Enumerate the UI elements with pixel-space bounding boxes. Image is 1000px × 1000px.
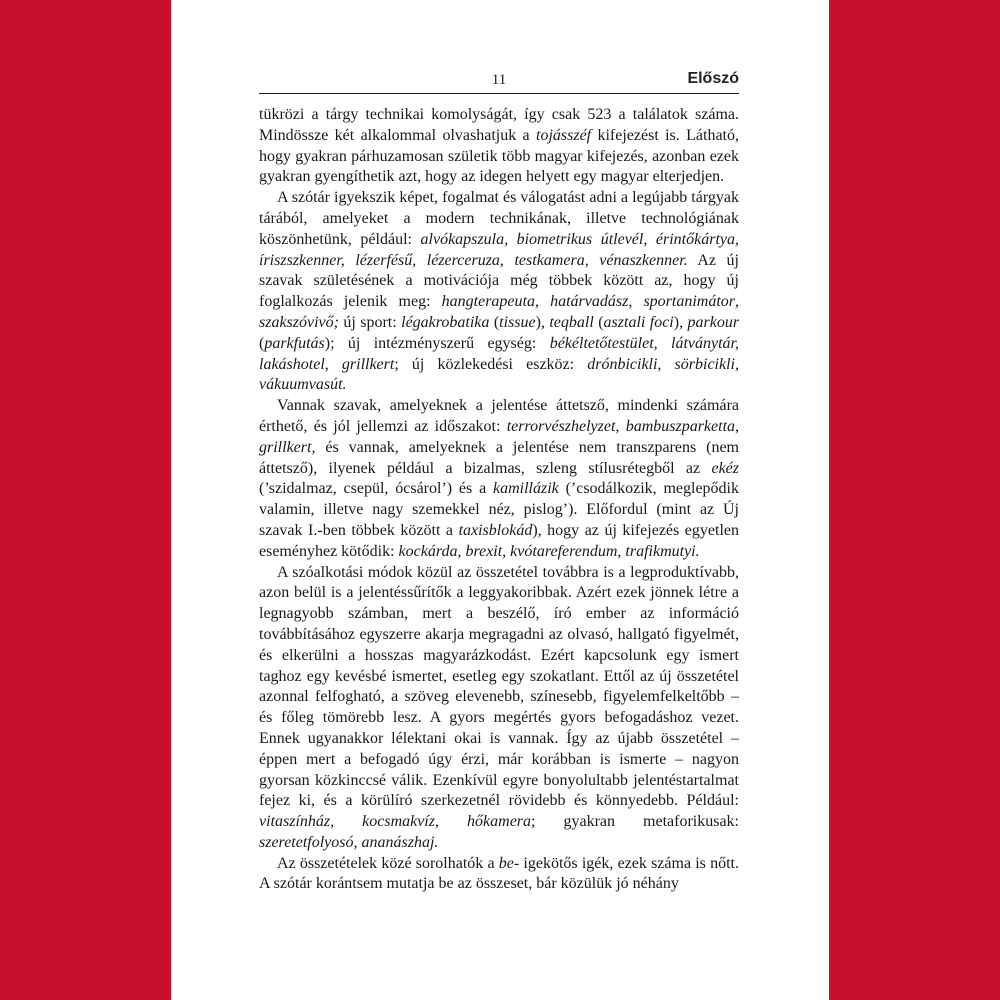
text-run: (: [259, 334, 265, 352]
italic-term: szakszóvivő;: [259, 313, 339, 331]
paragraph: [259, 105, 739, 188]
italic-term: trafikmutyi.: [625, 542, 700, 560]
text-run: kifejezést is. Látható, hogy gyakran párhuzamosan születik több magyar kifejezés, azonban ezek gyakran gyengíthetik azt, hogy az idegen helyett egy magyar elterjedjen.: [259, 126, 739, 186]
italic-term: asztali foci: [603, 313, 674, 331]
italic-term: kamillázik: [492, 480, 559, 498]
italic-term: kockárda, brexit, kvótareferendum: [398, 542, 618, 560]
italic-term: parkfutás: [264, 334, 325, 352]
text-run: igekötős igék, ezek száma is nőtt. A szótár korántsem mutatja be az összeset, bár közülük jó néhány: [259, 854, 739, 893]
text-run: ), hogy az új kifejezés egyetlen eseményhez kötődik:: [259, 521, 739, 560]
text-run: (: [489, 313, 500, 331]
italic-term: békéltetőtestület, látványtár, lakáshotel: [259, 334, 739, 373]
text-run: ,: [324, 355, 342, 373]
italic-term: grillkert: [341, 355, 395, 373]
italic-term: be-: [498, 854, 520, 872]
italic-term: légakrobatika: [401, 313, 490, 331]
running-header: [259, 69, 739, 94]
text-run: ,: [617, 542, 626, 560]
text-run: (: [593, 313, 604, 331]
italic-term: szeretetfolyosó, ananászhaj.: [259, 833, 439, 851]
italic-term: sportanimátor: [643, 293, 736, 311]
text-run: tükrözi a tárgy technikai komolyságát, így csak 523 a találatok száma. Mindössze két alkalommal olvashatjuk a: [259, 106, 739, 144]
text-run: A szótár igyekszik képet, fogalmat és válogatást adni a legújabb tárgyak tárából, amelyeket a modern technikának, illetve technológiának köszönhetünk, például:: [259, 189, 739, 248]
page-number: 11: [491, 72, 507, 88]
text-run: ; gyakran metaforikusak:: [531, 813, 739, 831]
italic-term: taxisblokád: [458, 521, 533, 539]
italic-term: terrorvészhelyzet: [506, 417, 616, 435]
paragraph: [259, 396, 739, 562]
italic-term: hangterapeuta: [441, 293, 535, 311]
italic-term: tissue: [499, 313, 536, 331]
text-run: (’csodálkozik, meglepődik valamin, illetve nagy szemekkel néz, pislog’). Előfordul (mint az Új szavak I.-ben többek között a: [259, 480, 739, 539]
text-run: Vannak szavak, amelyeknek a jelentése áttetsző, mindenki számára érthető, és jól jellemzi az időszakot:: [259, 397, 739, 435]
text-run: és vannak, amelyeknek a jelentése nem transzparens (nem áttetsző), ilyenek például a bizalmas, szleng stílusrétegből az: [259, 438, 739, 477]
text-run: ),: [535, 313, 550, 331]
text-run: ,: [735, 417, 740, 435]
text-run: ,: [534, 293, 551, 311]
text-run: ,: [735, 293, 740, 311]
text-run: A szóalkotási módok közül az összetétel továbbra is a legproduktívabb, azon belül is a jelentéssűrítők a leggyakoribbak. Azért ezek jönnek létre a legnagyobb számban, mert a beszélő, író ember az információ továbbításához egyszerre akarja megragadni az olvasó, hallgató figyelmét, és elkerülni a hosszas magyarázkodást. Ezért kapcsolunk egy ismert taghoz egy kevésbé ismertet, esetleg egy szokatlant. Ettől az új összetétel azonnal felfogható, a szöveg elevenebb, színesebb, figyelemfelkeltőbb – és főleg tömörebb lesz. A gyors megértés gyors befogadáshoz vezet. Ennek ugyanakkor lélektani okai is vannak. Így az újabb összetétel – éppen mert a befogadó úgy érzi, már korábban is ismerte – nagyon gyorsan közkinccsé válik. Ezenkívül egyre bonyolultabb jelentéstartalmat fejez ki, és a körülíró szerkezetnél rövidebb és könnyedebb. Például:: [259, 563, 739, 810]
italic-term: teqball: [549, 313, 594, 331]
section-title: Előszó: [687, 70, 739, 87]
text-run: új sport:: [338, 313, 402, 331]
italic-term: határvadász: [550, 293, 629, 311]
body-text: [259, 105, 739, 895]
text-run: ),: [673, 313, 688, 331]
italic-term: bambuszparketta: [625, 417, 736, 435]
text-run: ,: [615, 417, 626, 435]
paragraph: [259, 563, 739, 854]
italic-term: vitaszínház, kocsmakvíz: [259, 813, 435, 831]
italic-term: ekéz: [711, 459, 739, 477]
text-run: ,: [628, 293, 644, 311]
paragraph: [259, 854, 739, 896]
italic-term: drónbicikli, sörbicikli, vákuumvasút.: [259, 355, 739, 394]
text-run: Az összetételek közé sorolhatók a: [277, 854, 499, 872]
italic-term: tojásszéf: [536, 126, 592, 144]
italic-term: parkour: [687, 313, 740, 331]
text-run: ,: [435, 813, 468, 831]
italic-term: alvókapszula, biometrikus útlevél, érintőkártya, íriszszkenner, lézerfésű, lézerceruza, testkamera, vénaszkenner.: [259, 230, 739, 269]
text-run: Az új szavak születésének a motivációja még többek között az, hogy új foglalkozás jelenik meg:: [259, 251, 740, 311]
text-run: (’szidalmaz, csepül, ócsárol’) és a: [259, 480, 493, 498]
text-run: ); új intézményszerű egység:: [324, 334, 550, 352]
book-page: [171, 0, 829, 1000]
italic-term: grillkert,: [259, 438, 316, 456]
paragraph: [259, 188, 739, 396]
text-run: ; új közlekedési eszköz:: [394, 355, 588, 373]
italic-term: hőkamera: [467, 813, 532, 831]
